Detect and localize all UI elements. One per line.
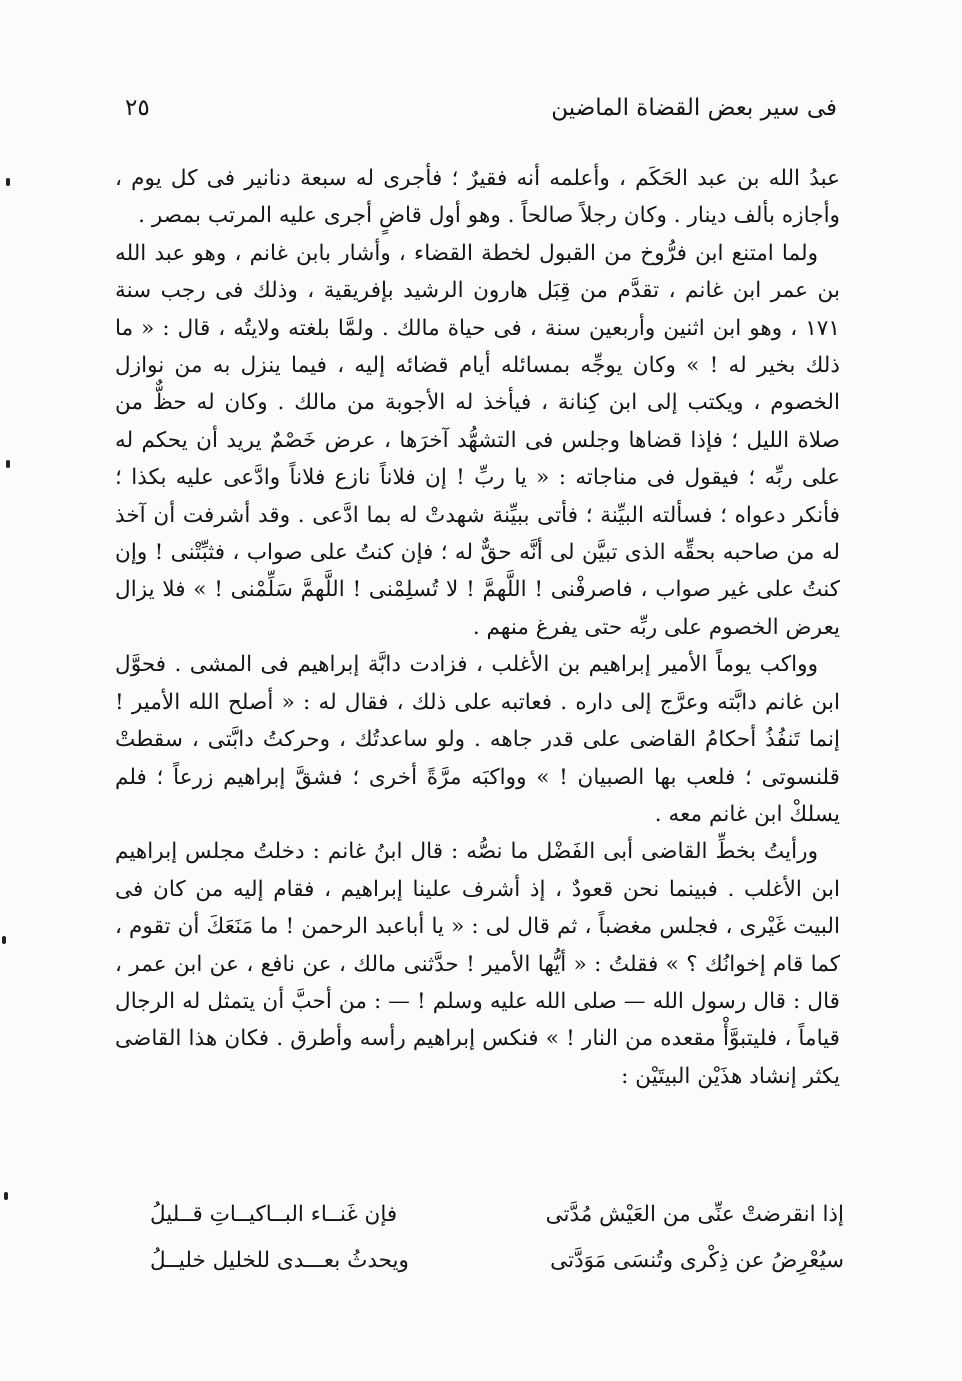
binding-hole-mark	[6, 460, 10, 468]
paragraph: عبدُ الله بن عبد الحَكَم ، وأعلمه أنه فقيرٌ ؛ فأجرى له سبعة دنانير فى كل يوم ، وأجازه بألف دينار . وكان رجلاً صالحاً . وهو أول قاضٍ أجرى عليه المرتب بمصر .	[115, 166, 840, 229]
verse-line	[150, 1192, 844, 1238]
verse-second-hemistich: فإن غَنــاء البــاكيــاتِ قــليلُ	[150, 1202, 398, 1227]
verse-first-hemistich: سيُعْرِضُ عن ذِكْرى وتُنسَى مَوَدَّتى	[550, 1248, 844, 1273]
page-number: ٢٥	[125, 95, 150, 121]
body-text	[115, 160, 840, 1095]
page-header	[125, 88, 837, 128]
paragraph: ورأيتُ بخطِّ القاضى أبى الفَضْل ما نصُّه : قال ابنُ غانم : دخلتُ مجلس إبراهيم ابن الأغلب . فبينما نحن قعودٌ ، إذ أشرف علينا إبراهيم ، فقام إليه من كان فى البيت غَيْرى ، فجلس مغضباً ، ثم قال لى : « يا أباعبد الرحمن ! ما مَنَعَكَ أن تقوم ، كما قام إخوانُك ؟ » فقلتُ : « أيُّها الأمير ! حدَّثنى مالك ، عن نافع ، عن ابن عمر ، قال : قال رسول الله — صلى الله عليه وسلم ! — : من أحبَّ أن يتمثل له الرجال قياماً ، فليتبوَّأْ مقعده من النار ! » فنكس إبراهيم رأسه وأطرق . فكان هذا القاضى يكثر إنشاد هذَيْن البيتَيْن :	[115, 839, 840, 1089]
paragraph: وواكب يوماً الأمير إبراهيم بن الأغلب ، فزادت دابَّة إبراهيم فى المشى . فحوَّل ابن غانم دابَّته وعرَّج إلى داره . فعاتبه على ذلك ، فقال له : « أصلح الله الأمير ! إنما تَنفُذُ أحكامُ القاضى على قدر جاهه . ولو ساعدتُك ، وحركتُ دابَّتى ، سقطتْ قلنسوتى ؛ فلعب بها الصبيان ! » وواكبَه مرَّةً أخرى ؛ فشقَّ إبراهيم زرعاً ؛ فلم يسلكْ ابن غانم معه .	[115, 652, 840, 827]
verse-first-hemistich: إذا انقرضتْ عنِّى من العَيْش مُدَّتى	[545, 1202, 844, 1227]
verse-second-hemistich: ويحدثُ بعـــدى للخليل خليــلُ	[150, 1248, 409, 1273]
binding-hole-mark	[2, 936, 6, 944]
running-title: فى سير بعض القضاة الماضين	[551, 95, 837, 121]
paragraph: ولما امتنع ابن فرُّوخ من القبول لخطة القضاء ، وأشار بابن غانم ، وهو عبد الله بن عمر ابن غانم ، تقدَّم من قِبَل هارون الرشيد بإفريقية ، وذلك فى رجب سنة ١٧١ ، وهو ابن اثنين وأربعين سنة ، فى حياة مالك . ولمَّا بلغته ولايتُه ، قال : « ما ذلك بخير له ! » وكان يوجِّه بمسائله أيام قضائه إليه ، فيما ينزل به من نوازل الخصوم ، ويكتب إلى ابن كِنانة ، فيأخذ له الأجوبة من مالك . وكان له حظٌّ من صلاة الليل ؛ فإذا قضاها وجلس فى التشهُّد آخرَها ، عرض خَصْمٌ يريد أن يحكم له على ربِّه ؛ فيقول فى مناجاته : « يا ربِّ ! إن فلاناً نازع فلاناً وادَّعى عليه بكذا ؛ فأنكر دعواه ؛ فسألته البيِّنة ؛ فأتى ببيِّنة شهدتْ له بما ادَّعى . وقد أشرفت أن آخذ له من صاحبه بحقِّه الذى تبيَّن لى أنَّه حقٌّ له ؛ فإن كنتُ على صواب ، فثبِّتْنى ! وإن كنتُ على غير صواب ، فاصرفْنى ! اللَّهمَّ ! لا تُسلِمْنى ! اللَّهمَّ سَلِّمْنى ! » فلا يزال يعرض الخصوم على ربِّه حتى يفرغ منهم .	[115, 240, 840, 640]
binding-hole-mark	[6, 178, 10, 186]
poem-verses	[150, 1192, 844, 1284]
verse-line	[150, 1238, 844, 1284]
binding-hole-mark	[4, 1192, 8, 1200]
